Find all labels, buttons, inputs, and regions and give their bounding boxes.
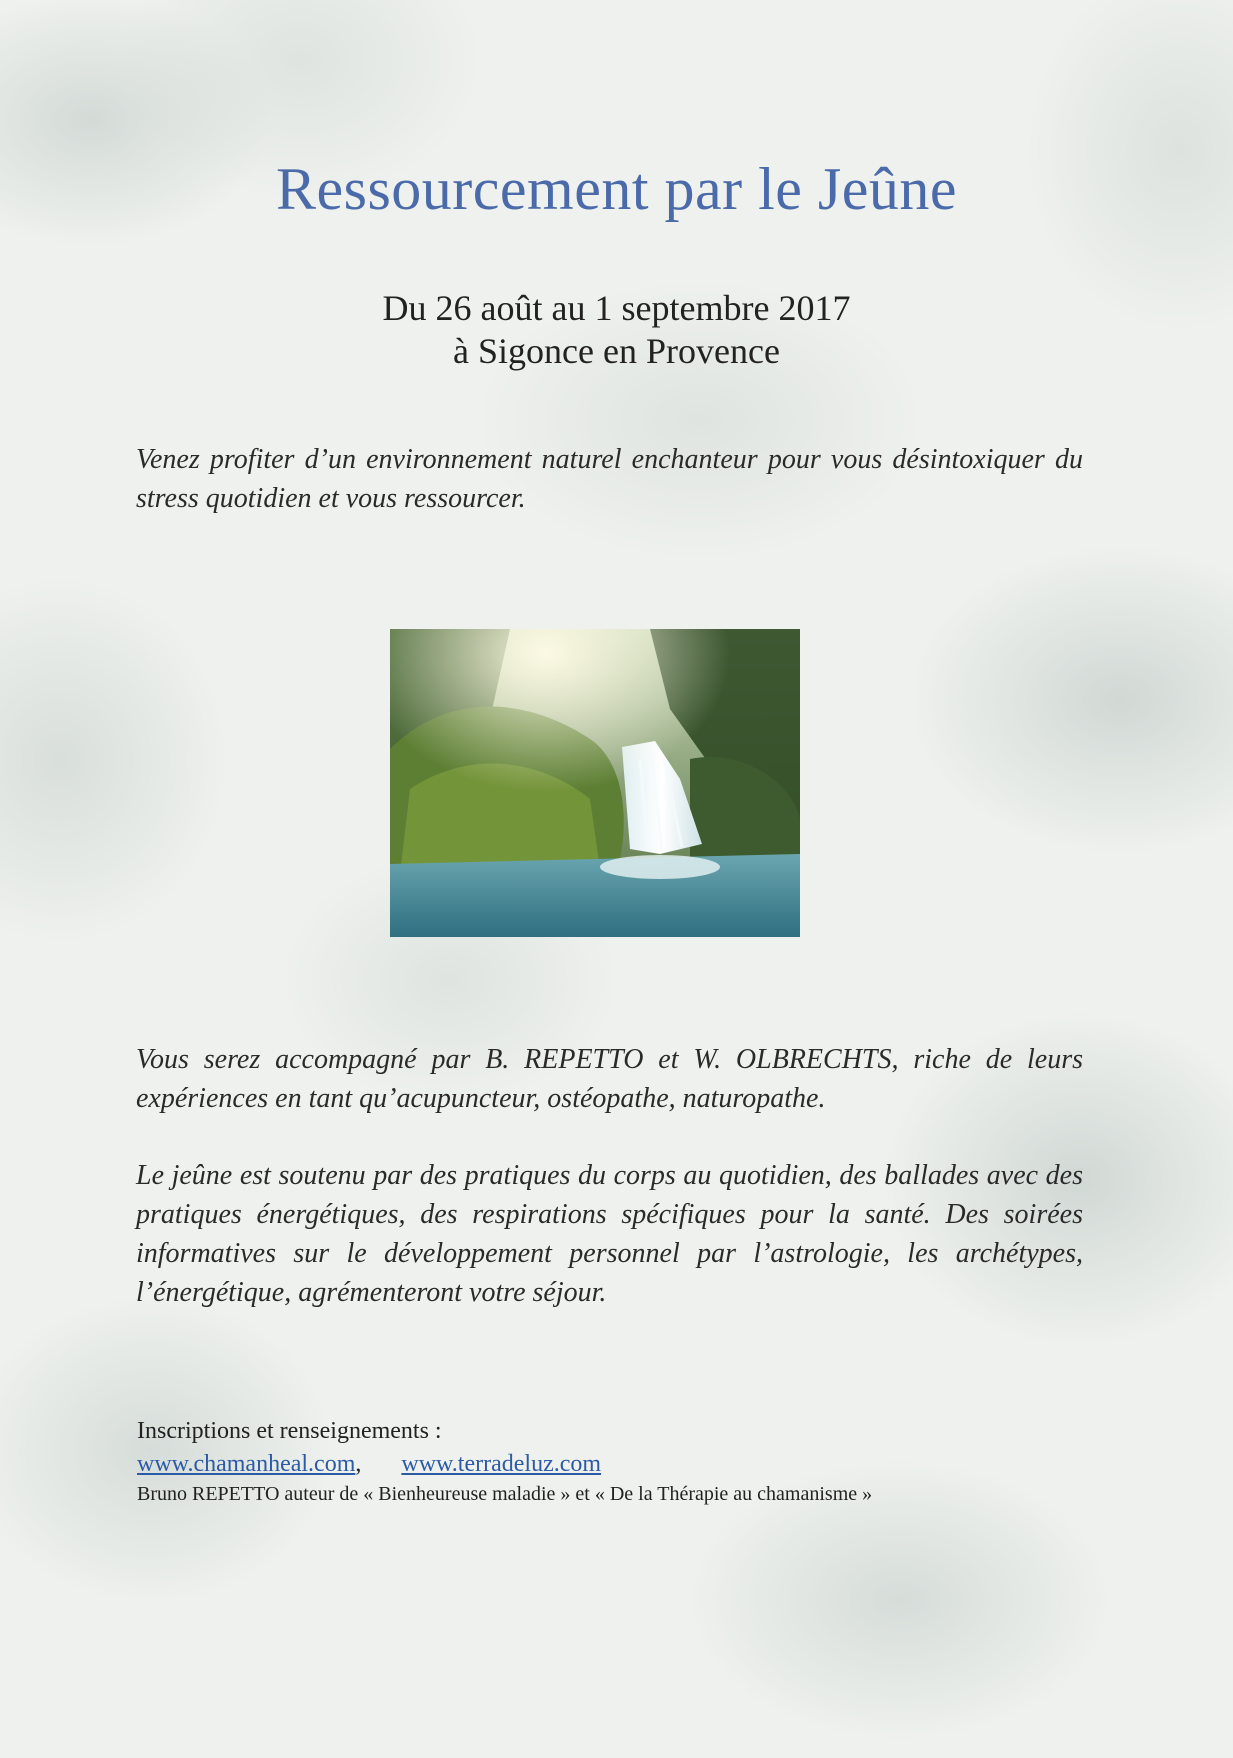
chamanheal-link[interactable]: www.chamanheal.com <box>137 1451 356 1477</box>
contact-links <box>137 1447 1097 1481</box>
event-location: à Sigonce en Provence <box>453 331 780 371</box>
accompany-paragraph: Vous serez accompagné par B. REPETTO et W. OLBRECHTS, riche de leurs expériences en tant qu’acupuncteur, ostéopathe, naturopathe. <box>136 1044 1083 1114</box>
contact-heading: Inscriptions et renseignements : <box>137 1418 442 1444</box>
author-line: Bruno REPETTO auteur de « Bienheureuse maladie » et « De la Thérapie au chamanisme » <box>137 1483 873 1505</box>
event-dates: Du 26 août au 1 septembre 2017 <box>382 288 851 328</box>
event-info <box>0 287 1233 373</box>
program-paragraph: Le jeûne est soutenu par des pratiques du corps au quotidien, des ballades avec des pratiques énergétiques, des respirations spécifiques pour la santé. Des soirées informatives sur le développement personnel par l’astrologie, les archétypes, l’énergétique, agrémenteront votre séjour. <box>136 1160 1083 1308</box>
contact-section <box>137 1415 1097 1507</box>
page-title: Ressourcement par le Jeûne <box>275 156 958 222</box>
intro-paragraph: Venez profiter d’un environnement naturel enchanteur pour vous désintoxiquer du stress quotidien et vous ressourcer. <box>136 444 1083 514</box>
terradeluz-link[interactable]: www.terradeluz.com <box>401 1451 602 1477</box>
waterfall-photo <box>390 629 800 937</box>
link-separator: , <box>355 1451 362 1477</box>
